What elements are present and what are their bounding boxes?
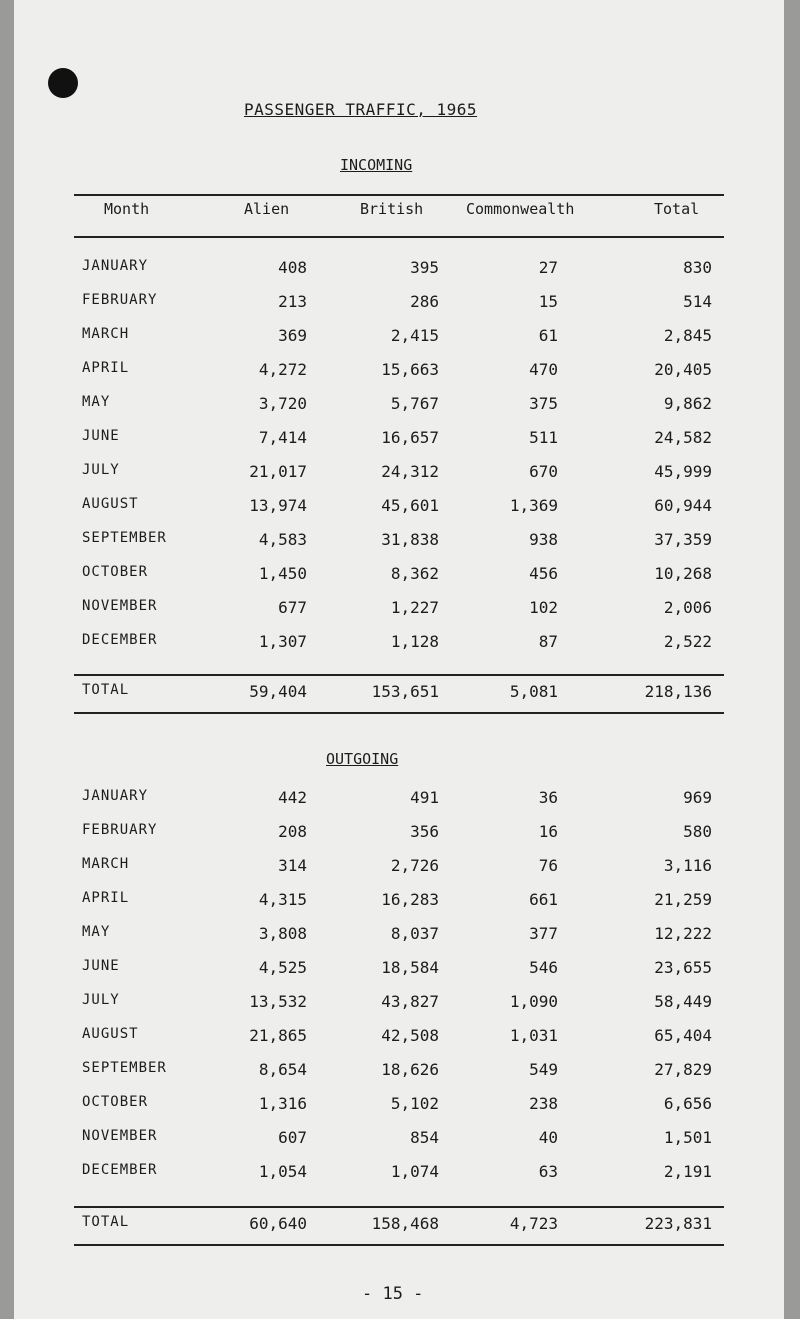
commonwealth-cell: 546	[529, 958, 558, 977]
total-cell: 45,999	[654, 462, 712, 481]
table-row	[82, 598, 722, 628]
alien-cell: 213	[278, 292, 307, 311]
month-cell: FEBRUARY	[82, 292, 158, 308]
total-alien: 60,640	[249, 1214, 307, 1233]
month-cell: AUGUST	[82, 1026, 139, 1042]
total-cell: 2,191	[663, 1162, 712, 1181]
commonwealth-cell: 938	[529, 530, 558, 549]
commonwealth-cell: 511	[529, 428, 558, 447]
table-row	[82, 992, 722, 1022]
month-cell: JULY	[82, 462, 120, 478]
british-cell: 43,827	[381, 992, 439, 1011]
table-row	[82, 1128, 722, 1158]
british-cell: 356	[410, 822, 439, 841]
header-total: Total	[654, 200, 700, 218]
total-alien: 59,404	[249, 682, 307, 701]
commonwealth-cell: 661	[529, 890, 558, 909]
british-cell: 24,312	[381, 462, 439, 481]
total-cell: 24,582	[654, 428, 712, 447]
commonwealth-cell: 549	[529, 1060, 558, 1079]
table-row	[82, 1094, 722, 1124]
british-cell: 2,726	[390, 856, 439, 875]
alien-cell: 21,865	[249, 1026, 307, 1045]
month-cell: FEBRUARY	[82, 822, 158, 838]
total-total: 218,136	[644, 682, 712, 701]
total-cell: 514	[683, 292, 712, 311]
incoming-total-bottom-rule	[74, 712, 724, 714]
month-cell: MAY	[82, 394, 111, 410]
table-row	[82, 1026, 722, 1056]
table-row	[82, 958, 722, 988]
commonwealth-cell: 27	[538, 258, 558, 277]
total-cell: 6,656	[663, 1094, 712, 1113]
total-cell: 37,359	[654, 530, 712, 549]
alien-cell: 1,054	[258, 1162, 307, 1181]
month-cell: JUNE	[82, 958, 120, 974]
table-row	[82, 496, 722, 526]
commonwealth-cell: 36	[538, 788, 558, 807]
table-row	[82, 1060, 722, 1090]
british-cell: 395	[410, 258, 439, 277]
month-cell: MAY	[82, 924, 111, 940]
total-british: 153,651	[371, 682, 439, 701]
total-cell: 2,006	[663, 598, 712, 617]
table-top-rule	[74, 194, 724, 196]
incoming-section-label: INCOMING	[340, 156, 413, 174]
commonwealth-cell: 1,369	[509, 496, 558, 515]
month-cell: DECEMBER	[82, 1162, 158, 1178]
british-cell: 31,838	[381, 530, 439, 549]
alien-cell: 3,720	[258, 394, 307, 413]
incoming-total-row	[82, 682, 722, 712]
commonwealth-cell: 238	[529, 1094, 558, 1113]
table-row	[82, 564, 722, 594]
british-cell: 15,663	[381, 360, 439, 379]
total-cell: 12,222	[654, 924, 712, 943]
total-cell: 2,522	[663, 632, 712, 651]
incoming-total-top-rule	[74, 674, 724, 676]
commonwealth-cell: 61	[538, 326, 558, 345]
commonwealth-cell: 87	[538, 632, 558, 651]
total-cell: 9,862	[663, 394, 712, 413]
commonwealth-cell: 670	[529, 462, 558, 481]
alien-cell: 1,307	[258, 632, 307, 651]
total-cell: 969	[683, 788, 712, 807]
outgoing-total-top-rule	[74, 1206, 724, 1208]
table-header	[82, 200, 722, 230]
table-row	[82, 1162, 722, 1192]
british-cell: 1,074	[390, 1162, 439, 1181]
total-cell: 580	[683, 822, 712, 841]
month-cell: MARCH	[82, 856, 130, 872]
alien-cell: 677	[278, 598, 307, 617]
table-row	[82, 632, 722, 662]
alien-cell: 4,525	[258, 958, 307, 977]
alien-cell: 1,316	[258, 1094, 307, 1113]
total-cell: 830	[683, 258, 712, 277]
british-cell: 854	[410, 1128, 439, 1147]
british-cell: 491	[410, 788, 439, 807]
alien-cell: 408	[278, 258, 307, 277]
total-cell: 60,944	[654, 496, 712, 515]
british-cell: 286	[410, 292, 439, 311]
alien-cell: 314	[278, 856, 307, 875]
alien-cell: 21,017	[249, 462, 307, 481]
alien-cell: 13,974	[249, 496, 307, 515]
outgoing-total-bottom-rule	[74, 1244, 724, 1246]
british-cell: 5,102	[390, 1094, 439, 1113]
british-cell: 45,601	[381, 496, 439, 515]
commonwealth-cell: 470	[529, 360, 558, 379]
commonwealth-cell: 63	[538, 1162, 558, 1181]
total-cell: 10,268	[654, 564, 712, 583]
commonwealth-cell: 1,031	[509, 1026, 558, 1045]
table-row	[82, 258, 722, 288]
month-cell: SEPTEMBER	[82, 530, 167, 546]
month-cell: AUGUST	[82, 496, 139, 512]
table-row	[82, 292, 722, 322]
table-row	[82, 360, 722, 390]
commonwealth-cell: 102	[529, 598, 558, 617]
month-cell: JULY	[82, 992, 120, 1008]
page-number: - 15 -	[362, 1284, 424, 1304]
table-row	[82, 924, 722, 954]
total-cell: 65,404	[654, 1026, 712, 1045]
header-commonwealth: Commonwealth	[466, 200, 575, 218]
month-cell: JUNE	[82, 428, 120, 444]
british-cell: 18,584	[381, 958, 439, 977]
alien-cell: 1,450	[258, 564, 307, 583]
british-cell: 1,227	[390, 598, 439, 617]
page-title: PASSENGER TRAFFIC, 1965	[244, 100, 478, 119]
table-row	[82, 856, 722, 886]
month-cell: NOVEMBER	[82, 1128, 158, 1144]
british-cell: 16,657	[381, 428, 439, 447]
total-total: 223,831	[644, 1214, 712, 1233]
total-cell: 1,501	[663, 1128, 712, 1147]
british-cell: 8,362	[390, 564, 439, 583]
commonwealth-cell: 76	[538, 856, 558, 875]
table-row	[82, 530, 722, 560]
table-row	[82, 822, 722, 852]
month-cell: JANUARY	[82, 258, 149, 274]
alien-cell: 208	[278, 822, 307, 841]
british-cell: 42,508	[381, 1026, 439, 1045]
month-cell: APRIL	[82, 360, 130, 376]
commonwealth-cell: 456	[529, 564, 558, 583]
document-page	[14, 0, 784, 1319]
alien-cell: 8,654	[258, 1060, 307, 1079]
commonwealth-cell: 15	[538, 292, 558, 311]
header-british: British	[360, 200, 424, 218]
commonwealth-cell: 40	[538, 1128, 558, 1147]
british-cell: 2,415	[390, 326, 439, 345]
month-cell: APRIL	[82, 890, 130, 906]
table-row	[82, 428, 722, 458]
alien-cell: 4,583	[258, 530, 307, 549]
total-cell: 2,845	[663, 326, 712, 345]
punch-hole	[48, 68, 78, 98]
total-cell: 27,829	[654, 1060, 712, 1079]
british-cell: 1,128	[390, 632, 439, 651]
month-cell: DECEMBER	[82, 632, 158, 648]
table-row	[82, 462, 722, 492]
alien-cell: 3,808	[258, 924, 307, 943]
total-cell: 3,116	[663, 856, 712, 875]
total-cell: 21,259	[654, 890, 712, 909]
alien-cell: 607	[278, 1128, 307, 1147]
alien-cell: 369	[278, 326, 307, 345]
total-cell: 20,405	[654, 360, 712, 379]
total-label: TOTAL	[82, 682, 130, 698]
header-alien: Alien	[244, 200, 290, 218]
header-bottom-rule	[74, 236, 724, 238]
month-cell: OCTOBER	[82, 564, 149, 580]
total-cell: 58,449	[654, 992, 712, 1011]
month-cell: MARCH	[82, 326, 130, 342]
total-label: TOTAL	[82, 1214, 130, 1230]
commonwealth-cell: 375	[529, 394, 558, 413]
month-cell: OCTOBER	[82, 1094, 149, 1110]
alien-cell: 442	[278, 788, 307, 807]
table-row	[82, 326, 722, 356]
british-cell: 5,767	[390, 394, 439, 413]
alien-cell: 4,315	[258, 890, 307, 909]
total-cell: 23,655	[654, 958, 712, 977]
outgoing-total-row	[82, 1214, 722, 1244]
outgoing-section-label: OUTGOING	[326, 750, 399, 768]
total-commonwealth: 5,081	[509, 682, 558, 701]
table-row	[82, 788, 722, 818]
total-british: 158,468	[371, 1214, 439, 1233]
total-commonwealth: 4,723	[509, 1214, 558, 1233]
header-month: Month	[104, 200, 150, 218]
month-cell: SEPTEMBER	[82, 1060, 167, 1076]
british-cell: 18,626	[381, 1060, 439, 1079]
alien-cell: 7,414	[258, 428, 307, 447]
month-cell: JANUARY	[82, 788, 149, 804]
alien-cell: 13,532	[249, 992, 307, 1011]
month-cell: NOVEMBER	[82, 598, 158, 614]
commonwealth-cell: 16	[538, 822, 558, 841]
british-cell: 16,283	[381, 890, 439, 909]
table-row	[82, 890, 722, 920]
alien-cell: 4,272	[258, 360, 307, 379]
british-cell: 8,037	[390, 924, 439, 943]
commonwealth-cell: 377	[529, 924, 558, 943]
table-row	[82, 394, 722, 424]
commonwealth-cell: 1,090	[509, 992, 558, 1011]
